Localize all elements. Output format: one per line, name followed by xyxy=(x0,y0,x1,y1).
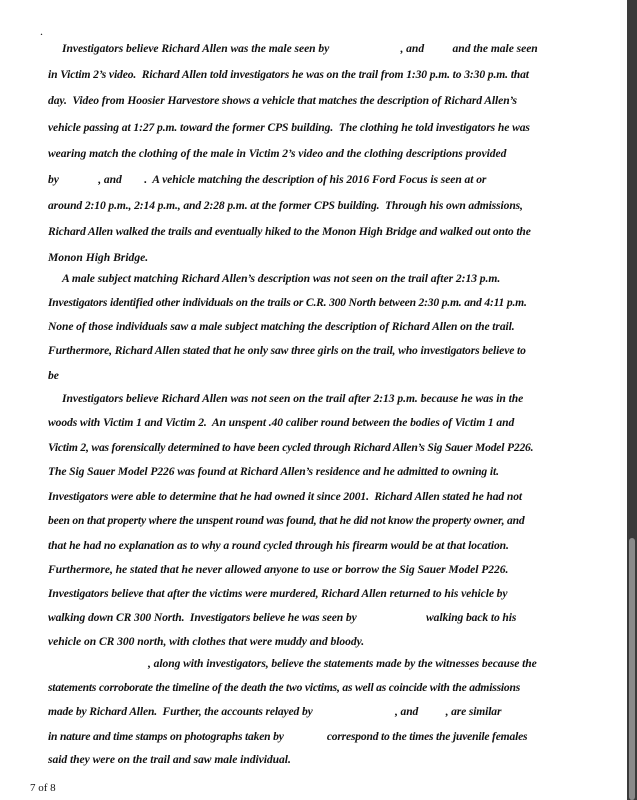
body-line: The Sig Sauer Model P226 was found at Richard Allen’s residence and he admitted to owning it. xyxy=(48,465,499,478)
body-line: wearing match the clothing of the male in Victim 2’s video and the clothing descriptions provided xyxy=(48,147,507,160)
body-line: in Victim 2’s video. Richard Allen told investigators he was on the trail from 1:30 p.m. to 3:30 p.m. that xyxy=(48,68,529,81)
body-line: , along with investigators, believe the statements made by the witnesses because the xyxy=(148,657,537,670)
top-mark: . xyxy=(40,24,43,38)
body-line: Furthermore, he stated that he never allowed anyone to use or borrow the Sig Sauer Model P226. xyxy=(48,563,509,576)
body-line: Monon High Bridge. xyxy=(48,251,149,264)
body-line: Investigators believe that after the victims were murdered, Richard Allen returned to his vehicle by xyxy=(48,587,508,600)
body-line: Investigators identified other individuals on the trails or C.R. 300 North between 2:30 p.m. and 4:11 p.m. xyxy=(48,296,527,309)
body-line: statements corroborate the timeline of the death the two victims, as well as coincide with the admissions xyxy=(48,681,521,694)
body-line: around 2:10 p.m., 2:14 p.m., and 2:28 p.m. at the former CPS building. Through his own admissions, xyxy=(48,199,523,212)
body-line: be xyxy=(48,369,59,382)
body-line: Victim 2, was forensically determined to have been cycled through Richard Allen’s Sig Sauer Model P226. xyxy=(48,441,534,454)
body-line: walking down CR 300 North. Investigators believe he was seen by walking back to his xyxy=(48,611,517,624)
body-line: Investigators believe Richard Allen was the male seen by , and and the male seen xyxy=(62,42,538,55)
body-line: vehicle passing at 1:27 p.m. toward the former CPS building. The clothing he told investigators he was xyxy=(48,121,530,134)
body-line: A male subject matching Richard Allen’s description was not seen on the trail after 2:13 p.m. xyxy=(62,272,501,285)
body-line: that he had no explanation as to why a round cycled through his firearm would be at that location. xyxy=(48,539,509,552)
body-line: made by Richard Allen. Further, the accounts relayed by , and , are similar xyxy=(48,705,502,718)
body-line: Richard Allen walked the trails and eventually hiked to the Monon High Bridge and walked out onto the xyxy=(48,225,531,238)
page-number: 7 of 8 xyxy=(30,782,56,794)
body-line: woods with Victim 1 and Victim 2. An unspent .40 caliber round between the bodies of Victim 1 and xyxy=(48,416,515,429)
body-line: by , and . A vehicle matching the description of his 2016 Ford Focus is seen at or xyxy=(48,173,487,186)
body-line: vehicle on CR 300 north, with clothes that were muddy and bloody. xyxy=(48,635,365,648)
body-line: in nature and time stamps on photographs taken by correspond to the times the juvenile females xyxy=(48,730,528,743)
body-line: Investigators believe Richard Allen was not seen on the trail after 2:13 p.m. because he was in the xyxy=(62,392,524,405)
vertical-scrollbar[interactable] xyxy=(627,0,637,800)
body-line: said they were on the trail and saw male individual. xyxy=(48,753,291,766)
body-line: None of those individuals saw a male subject matching the description of Richard Allen on the trail. xyxy=(48,320,515,333)
body-line: Furthermore, Richard Allen stated that he only saw three girls on the trail, who investigators believe to xyxy=(48,344,526,357)
body-line: Investigators were able to determine that he had owned it since 2001. Richard Allen stated he had not xyxy=(48,490,522,503)
body-line: day. Video from Hoosier Harvestore shows a vehicle that matches the description of Richard Allen’s xyxy=(48,94,517,107)
scrollbar-thumb[interactable] xyxy=(629,538,635,800)
body-line: been on that property where the unspent round was found, that he did not know the property owner, and xyxy=(48,514,525,527)
